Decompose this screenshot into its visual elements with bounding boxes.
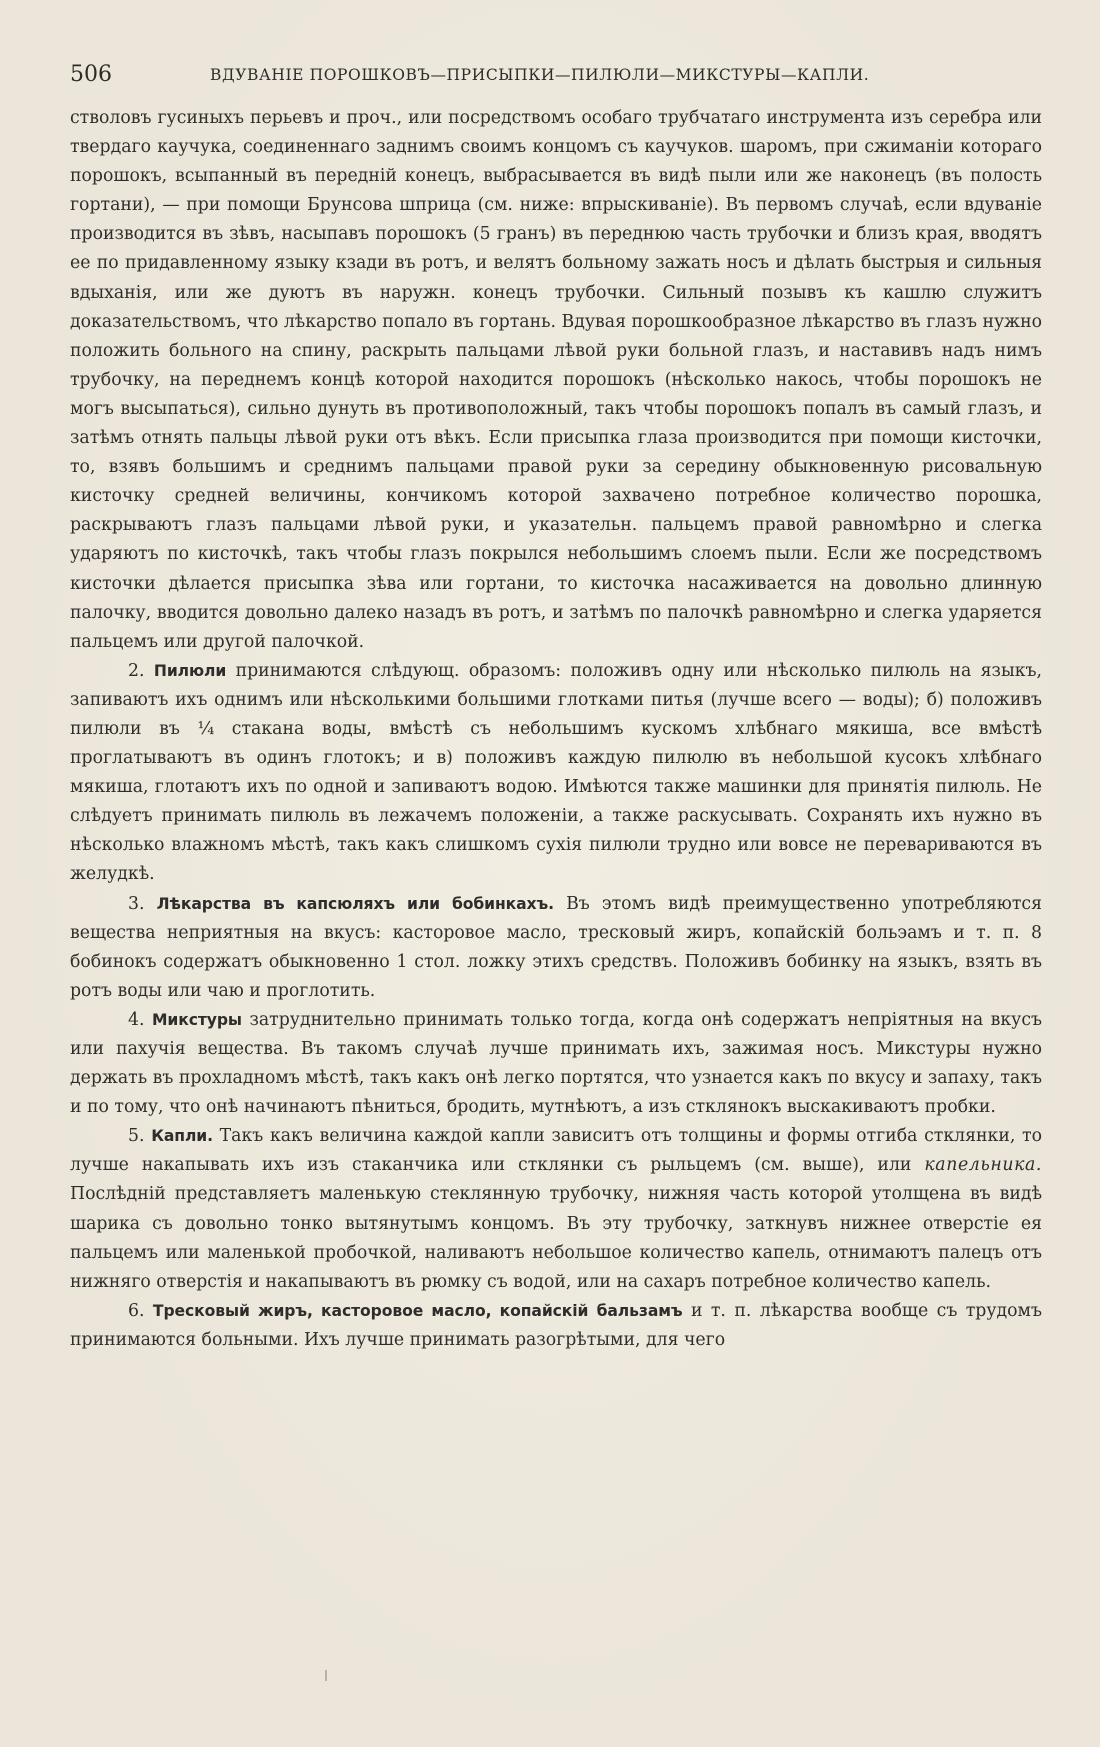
paragraph-continuation (70, 104, 1042, 657)
running-head: ВДУВАНIЕ ПОРОШКОВЪ—ПРИСЫПКИ—ПИЛЮЛИ—МИКСТУРЫ—КАПЛИ. (210, 66, 870, 84)
paragraph-mixtures (70, 1006, 1042, 1122)
paragraph-number: 6. (128, 1300, 145, 1321)
paragraph-text: и т. п. лѣкарства вообще съ трудомъ принимаются больными. Ихъ лучше принимать разогрѣтыми, для чего (70, 1300, 1042, 1350)
paragraph-lead-term: Пилюли (153, 661, 227, 680)
paragraph-lead-term: Лѣкарства въ капсюляхъ или бобинкахъ. (156, 894, 554, 913)
paragraph-capsules (70, 890, 1042, 1006)
paragraph-italic-term: капельника. (924, 1155, 1043, 1176)
paragraph-number: 4. (128, 1009, 145, 1030)
text-column (70, 104, 1042, 1355)
paragraph-lead-term: Микстуры (152, 1010, 242, 1029)
paragraph-lead-term: Капли. (151, 1127, 213, 1146)
paragraph-number: 3. (128, 893, 145, 914)
paragraph-text: принимаются слѣдующ. образомъ: положивъ одну или нѣсколько пилюль на языкъ, запиваютъ ихъ однимъ или нѣсколькими большими глотками питья (лучше всего — воды); б) положивъ пилюли въ ¼ стакана воды, вмѣстѣ съ небольшимъ кускомъ хлѣбнаго мякиша, все вмѣстѣ проглатываютъ въ одинъ глотокъ; и в) положивъ каждую пилюлю въ небольшой кусокъ хлѣбнаго мякиша, глотаютъ ихъ по одной и запиваютъ водою. Имѣются также машинки для принятiя пилюль. Не слѣдуетъ принимать пилюль въ лежачемъ положенiи, а также раскусывать. Сохранять ихъ нужно въ нѣсколько влажномъ мѣстѣ, такъ какъ слишкомъ сухiя пилюли трудно или вовсе не перевариваются въ желудкѣ. (70, 660, 1042, 885)
paragraph-oils (70, 1297, 1042, 1355)
paragraph-number: 2. (128, 660, 145, 681)
page-number: 506 (70, 62, 112, 87)
paragraph-number: 5. (128, 1126, 145, 1147)
paragraph-text: стволовъ гусиныхъ перьевъ и проч., или посредствомъ особаго трубчатаго инструмента изъ серебра или твердаго каучука, соединеннаго заднимъ своимъ концомъ съ каучуков. шаромъ, при сжиманiи котораго порошокъ, всыпанный въ переднiй конецъ, выбрасывается въ видѣ пыли или же наконецъ (въ полость гортани), — при помощи Брунсова шприца (см. ниже: впрыскиванiе). Въ первомъ случаѣ, если вдуванiе производится въ зѣвъ, насыпавъ порошокъ (5 гранъ) въ переднюю часть трубочки и близъ края, вводятъ ее по придавленному языку кзади въ ротъ, и велятъ больному зажать носъ и дѣлать быстрыя и сильныя вдыханiя, или же дуютъ въ наружн. конецъ трубочки. Сильный позывъ къ кашлю служитъ доказательствомъ, что лѣкарство попало въ гортань. Вдувая порошкообразное лѣкарство въ глазъ нужно положить больного на спину, раскрыть пальцами лѣвой руки больной глазъ, и наставивъ надъ нимъ трубочку, на переднемъ концѣ которой находится порошокъ (нѣсколько накось, чтобы порошокъ не могъ высыпаться), сильно дунуть въ противоположный, такъ чтобы порошокъ попалъ въ самый глазъ, и затѣмъ отнять пальцы лѣвой руки отъ вѣкъ. Если присыпка глаза производится при помощи кисточки, то, взявъ большимъ и среднимъ пальцами правой руки за середину обыкновенную рисовальную кисточку средней величины, кончикомъ которой захвачено потребное количество порошка, раскрываютъ глазъ пальцами лѣвой руки, и указательн. пальцемъ правой равномѣрно и слегка ударяютъ по кисточкѣ, такъ чтобы глазъ покрылся небольшимъ слоемъ пыли. Если же посредствомъ кисточки дѣлается присыпка зѣва или гортани, то кисточка насаживается на довольно длинную палочку, вводится довольно далеко назадъ въ ротъ, и затѣмъ по палочкѣ равномѣрно и слегка ударяется пальцемъ или другой палочкой. (70, 108, 1042, 652)
paragraph-lead-term: Тресковый жиръ, касторовое масло, копайскiй бальзамъ (152, 1301, 683, 1320)
paragraph-text: затруднительно принимать только тогда, когда онѣ содержатъ непрiятныя на вкусъ или пахучiя вещества. Въ такомъ случаѣ лучше принимать ихъ, зажимая носъ. Микстуры нужно держать въ прохладномъ мѣстѣ, такъ какъ онѣ легко портятся, что узнается какъ по вкусу и запаху, такъ и по тому, что онѣ начинаютъ пѣниться, бродить, мутнѣютъ, а изъ стклянокъ выскакиваютъ пробки. (70, 1009, 1042, 1118)
paper-speck (325, 1670, 327, 1681)
paragraph-drops (70, 1122, 1042, 1297)
paragraph-text: Такъ какъ величина каждой капли зависитъ отъ толщины и формы отгиба стклянки, то лучше накапывать ихъ изъ стаканчика или стклянки съ рыльцемъ (см. выше), или (70, 1126, 1043, 1176)
page-header (70, 60, 1042, 90)
paragraph-text: Послѣднiй представляетъ маленькую стеклянную трубочку, нижняя часть которой утолщена въ видѣ шарика съ довольно тонко вытянутымъ концомъ. Въ эту трубочку, заткнувъ нижнее отверстiе ея пальцемъ или маленькой пробочкой, наливаютъ небольшое количество капель, отнимаютъ палецъ отъ нижняго отверстiя и накапываютъ въ рюмку съ водой, или на сахаръ потребное количество капель. (70, 1184, 1042, 1292)
paragraph-pills (70, 657, 1042, 890)
paragraph-text: Въ этомъ видѣ преимущественно употребляются вещества неприятныя на вкусъ: касторовое масло, тресковый жиръ, копайскiй больэамъ и т. п. 8 бобинокъ содержатъ обыкновенно 1 стол. ложку этихъ средствъ. Положивъ бобинку на языкъ, взять въ ротъ воды или чаю и проглотить. (70, 893, 1042, 1001)
